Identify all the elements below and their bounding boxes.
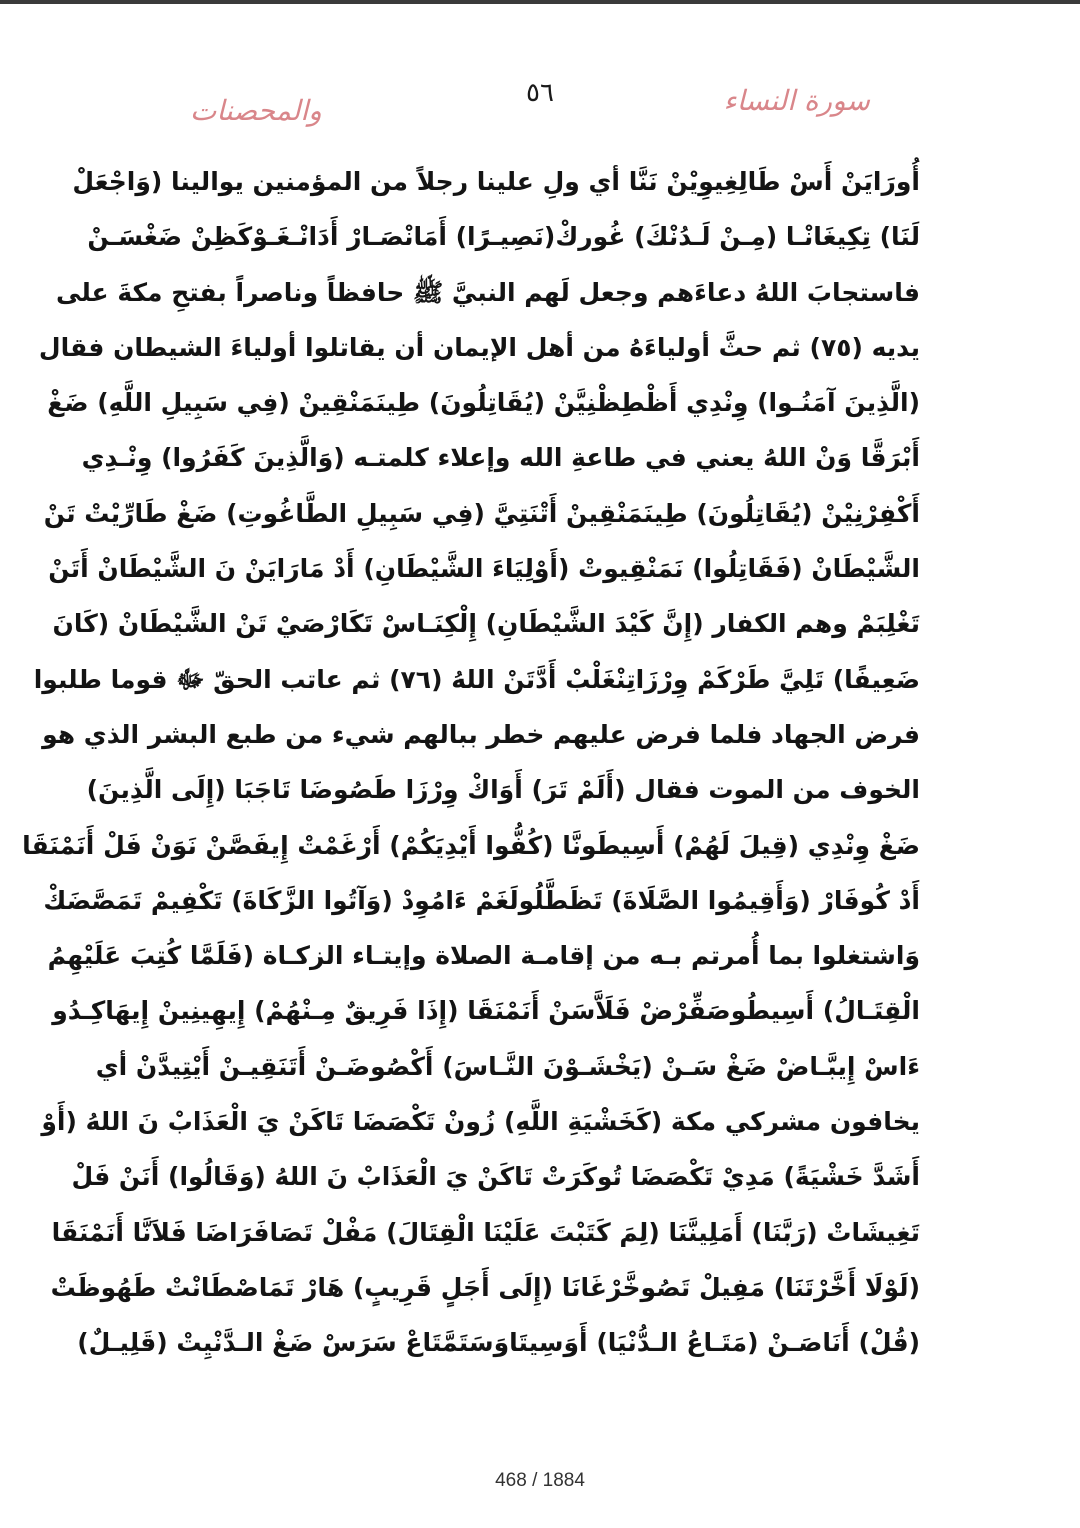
text-line: أَكْفِرْنِيْنْ (يُقَاتِلُونَ) طِينَمَنْقِينْ أَتْنَتِيَّ (فِي سَبِيلِ الطَّاغُوتِ) ضَغْ طَارِّيْتْ تَنْ — [43, 498, 920, 528]
surah-name-annotation: سورة النساء — [723, 84, 870, 117]
text-line: (قُلْ) أَنَاصَـنْ (مَتَـاعُ الـدُّنْيَا) أَوَسِيتَاوَسَتَمَّتَاعْ سَرَسْ ضَغْ الـدَّنْيِتْ (قَلِيـلٌ) — [77, 1328, 920, 1358]
text-line: أُورَايَنْ أَسْ طَالِغِيوِيْنْ نَنَّا أي ولِ علينا رجلاً من المؤمنين يوالينا (وَاجْعَلْ — [72, 167, 920, 196]
text-line: تَغْلِبَمْ وهم الكفار (إِنَّ كَيْدَ الشَّيْطَانِ) إِلْكِنَـاسْ تَكَارْصَيْ تَنْ الشَّيْطَانْ (كَانَ — [52, 609, 920, 639]
top-border — [0, 0, 1080, 4]
text-line: فرض الجهاد فلما فرض عليهم خطر ببالهم شيء من طبع البشر الذي هو — [42, 719, 920, 749]
text-line: أَبْرَقَّا وَنْ اللهُ يعني في طاعةِ الله وإعلاء كلمتـه (وَالَّذِينَ كَفَرُوا) وِنْـدِي — [81, 443, 920, 473]
text-line: ضَغْ وِنْدِي (قِيلَ لَهُمْ) أَسِيطَونَّا (كُفُّوا أَيْدِيَكُمْ) أَرْغَمْتْ إِيفَصَّنْ نَوَنْ فَلْ أَنَمْنَقَا — [22, 830, 920, 860]
text-line: لَنَا) تِكِيغَانْـا (مِـنْ لَـدُنْكَ) غُوركْ(نَصِيـرًا) أَمَانْصَـارْ أَدَانْـغَـوْكَظِنْ ضَغْسَـنْ — [87, 222, 920, 252]
text-line: أَشَدَّ خَشْيَةً) مَدِيْ تَكْصَضَا تُوكَرَتْ تَاكَنْ يَ الْعَذَابْ نَ اللهُ (وَقَالُوا) أَنَنْ فَلْ — [71, 1162, 920, 1192]
text-line: ءَاسْ إِيبَّـاضْ ضَغْ سَـنْ (يَخْشَـوْنَ النَّـاسَ) أَكْصُوضَـنْ أَتَنَقِيـنْ أَيْتِيدَّنْ أي — [95, 1051, 920, 1081]
text-line: (لَوْلَا أَخَّرْتَنَا) مَفِيلْ تَصُوخَّرْغَانَا (إِلَى أَجَلٍ قَرِيبٍ) هَارْ تَمَاصْطَانْتْ طَهُوظَتْ — [50, 1272, 920, 1302]
text-line: الشَّيْطَانْ (فَقَاتِلُوا) نَمَنْقِيوتْ (أَوْلِيَاءَ الشَّيْطَانِ) أَدْ مَارَايَنْ نَ الشَّيْطَانْ أَتَنْ — [48, 554, 920, 584]
page-indicator: 468 / 1884 — [495, 1470, 585, 1491]
text-line: الْقِتَـالُ) أَسِيطُوصَفِّرْضْ فَلَاَّسَنْ أَنَمْنَقَا (إِذَا فَرِيقٌ مِـنْهُمْ) إِيهِينِينْ إِيهَاكِـدُو — [52, 996, 920, 1026]
text-line: ضَعِيفًا) تَلِيَّ طَرْكَمْ وِرْزَاتِنْغَلْبْ أَدَّتَنْ اللهُ (٧٦) ثم عاتب الحقّ ﷻ قوما طلبوا — [33, 664, 920, 694]
text-line: (الَّذِينَ آمَنُـوا) وِنْدِي أَظْطِظْنِيَّنْ (يُقَاتِلُونَ) طِينَمَنْقِينْ (فِي سَبِيلِ اللَّهِ) ضَغْ — [47, 388, 920, 418]
page-header — [0, 70, 1080, 140]
text-line: يخافون مشركي مكة (كَخَشْيَةِ اللَّهِ) زُونْ تَكْصَضَا تَاكَنْ يَ الْعَذَابْ نَ اللهُ (أَوْ — [41, 1107, 920, 1137]
text-line: فاستجابَ اللهُ دعاءَهم وجعل لَهم النبيَّ ﷺ حافظاً وناصراً بفتحِ مكةَ على — [56, 277, 920, 307]
main-text-block — [22, 154, 920, 1371]
section-note-annotation: والمحصنات — [190, 94, 322, 127]
text-line: أَدْ كُوفَارْ (وَأَقِيمُوا الصَّلَاةَ) تَظَطَّلُولَغَمْ ءَامُوِدْ (وَآتُوا الزَّكَاةَ) تَكْفِيمْ تَمَصَّضَكْ — [43, 885, 920, 915]
text-line: وَاشتغلوا بما أُمرتم بـه من إقامـة الصلاة وإيتـاء الزكـاة (فَلَمَّا كُتِبَ عَلَيْهِمُ — [47, 941, 920, 971]
page-number: ٥٦ — [526, 78, 554, 108]
text-line: تَغِيشَاتْ (رَبَّنَا) أَمَلِينَّنَا (لِمَ كَتَبْتَ عَلَيْنَا الْقِتَالَ) مَفْلْ تَصَافَرَاضَا فَلاَنَّا أَنَمْنَقَا — [51, 1217, 920, 1247]
text-line: الخوف من الموت فقال (أَلَمْ تَرَ) أَوَاكْ وِرْزَا طَصُوضَا تَاجَبَا (إِلَى الَّذِينَ) — [86, 775, 920, 805]
text-line: يديه (٧٥) ثم حثَّ أولياءَهُ من أهل الإيمان أن يقاتلوا أولياءَ الشيطان فقال — [38, 332, 920, 362]
